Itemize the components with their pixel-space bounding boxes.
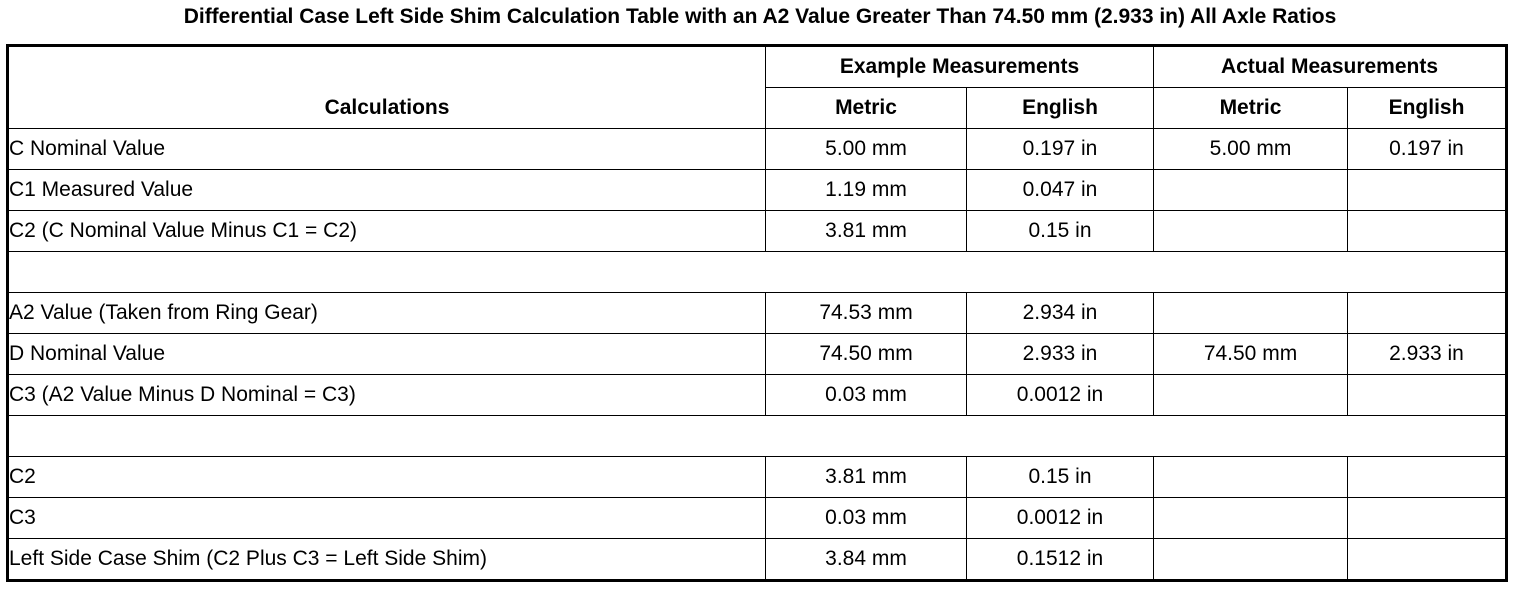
calculations-header: Calculations <box>8 46 766 129</box>
shim-calculation-table <box>6 44 1508 582</box>
row-label: Left Side Case Shim (C2 Plus C3 = Left Side Shim) <box>8 539 766 581</box>
table-row <box>8 211 1507 252</box>
actual-metric-cell <box>1154 498 1348 539</box>
spacer-row <box>8 252 1507 293</box>
actual-english-cell <box>1348 211 1507 252</box>
example-english-cell: 0.197 in <box>967 129 1154 170</box>
row-label: C3 (A2 Value Minus D Nominal = C3) <box>8 375 766 416</box>
actual-metric-cell <box>1154 211 1348 252</box>
actual-english-cell <box>1348 539 1507 581</box>
actual-metric-header: Metric <box>1154 88 1348 129</box>
table-row <box>8 129 1507 170</box>
actual-english-cell <box>1348 375 1507 416</box>
table-row <box>8 375 1507 416</box>
example-english-cell: 0.0012 in <box>967 498 1154 539</box>
example-english-cell: 2.934 in <box>967 293 1154 334</box>
actual-metric-cell <box>1154 539 1348 581</box>
table-row <box>8 334 1507 375</box>
example-metric-cell: 3.81 mm <box>766 211 967 252</box>
example-metric-cell: 74.50 mm <box>766 334 967 375</box>
actual-metric-cell <box>1154 293 1348 334</box>
spacer-row <box>8 416 1507 457</box>
example-english-cell: 0.15 in <box>967 211 1154 252</box>
example-metric-cell: 3.81 mm <box>766 457 967 498</box>
spacer-cell <box>8 416 1507 457</box>
table-row <box>8 170 1507 211</box>
actual-english-cell <box>1348 457 1507 498</box>
example-metric-header: Metric <box>766 88 967 129</box>
example-english-cell: 2.933 in <box>967 334 1154 375</box>
example-english-header: English <box>967 88 1154 129</box>
actual-english-cell <box>1348 293 1507 334</box>
actual-english-cell <box>1348 498 1507 539</box>
table-row <box>8 498 1507 539</box>
example-english-cell: 0.047 in <box>967 170 1154 211</box>
row-label: C3 <box>8 498 766 539</box>
spacer-cell <box>8 252 1507 293</box>
example-english-cell: 0.1512 in <box>967 539 1154 581</box>
row-label: C1 Measured Value <box>8 170 766 211</box>
actual-english-cell: 2.933 in <box>1348 334 1507 375</box>
row-label: D Nominal Value <box>8 334 766 375</box>
actual-measurements-header: Actual Measurements <box>1154 46 1507 88</box>
example-metric-cell: 0.03 mm <box>766 498 967 539</box>
example-metric-cell: 1.19 mm <box>766 170 967 211</box>
row-label: A2 Value (Taken from Ring Gear) <box>8 293 766 334</box>
actual-english-header: English <box>1348 88 1507 129</box>
actual-english-cell <box>1348 170 1507 211</box>
example-metric-cell: 3.84 mm <box>766 539 967 581</box>
actual-metric-cell <box>1154 457 1348 498</box>
table-row <box>8 539 1507 581</box>
actual-metric-cell <box>1154 170 1348 211</box>
table-title: Differential Case Left Side Shim Calculation Table with an A2 Value Greater Than 74.50 mm (2.933 in) All Axle Ratios <box>183 5 1337 28</box>
example-english-cell: 0.0012 in <box>967 375 1154 416</box>
row-label: C2 (C Nominal Value Minus C1 = C2) <box>8 211 766 252</box>
example-metric-cell: 74.53 mm <box>766 293 967 334</box>
example-measurements-header: Example Measurements <box>766 46 1154 88</box>
actual-metric-cell: 74.50 mm <box>1154 334 1348 375</box>
row-label: C2 <box>8 457 766 498</box>
example-english-cell: 0.15 in <box>967 457 1154 498</box>
actual-english-cell: 0.197 in <box>1348 129 1507 170</box>
table-row <box>8 457 1507 498</box>
actual-metric-cell <box>1154 375 1348 416</box>
table-row <box>8 293 1507 334</box>
example-metric-cell: 0.03 mm <box>766 375 967 416</box>
actual-metric-cell: 5.00 mm <box>1154 129 1348 170</box>
example-metric-cell: 5.00 mm <box>766 129 967 170</box>
row-label: C Nominal Value <box>8 129 766 170</box>
